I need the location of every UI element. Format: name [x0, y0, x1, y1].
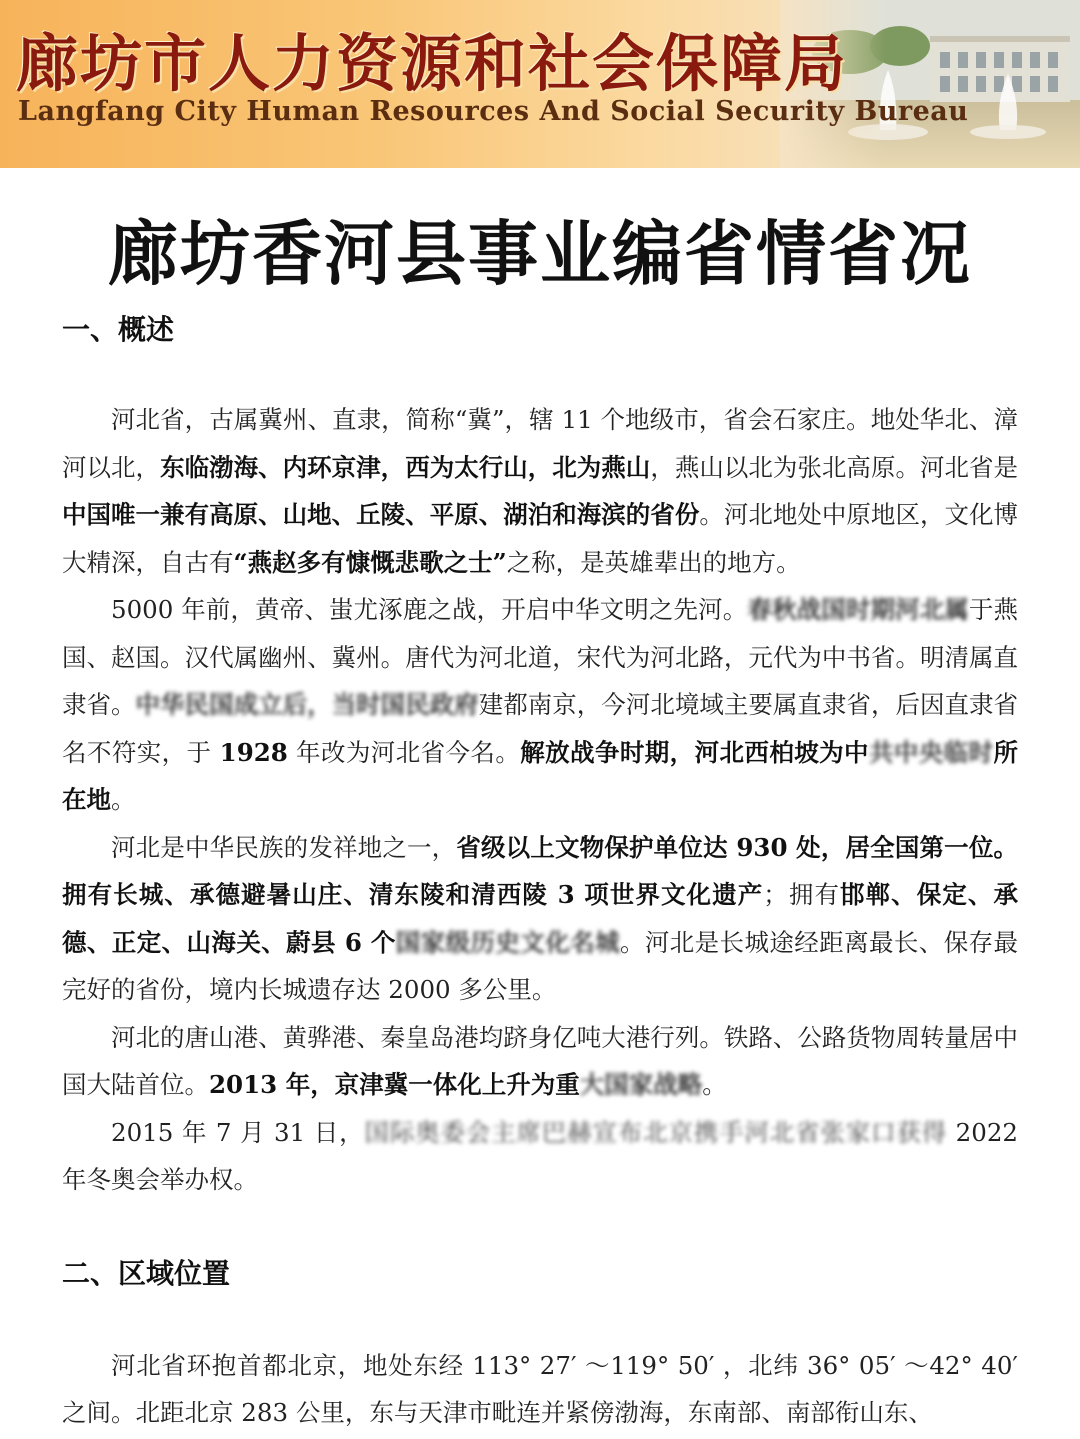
paragraph: [62, 1109, 1018, 1204]
text-run: 年改为河北省今名。: [287, 737, 521, 767]
text-run: 2015 年 7 月 31 日，: [111, 1117, 365, 1147]
paragraph: [62, 1014, 1018, 1109]
text-run: 。河北地处中原地区，文化博大精深，自古有: [62, 500, 1019, 577]
text-run: 河北省，古属冀州、直隶，简称“冀”，辖 11 个地级市，省会石家庄。地处华北、漳河以北，: [62, 405, 1018, 482]
text-run: 河北的唐山港、黄骅港、秦皇岛港均跻身亿吨大港行列。铁路、公路货物周转量居中国大陆首位。: [62, 1022, 1018, 1099]
section-heading-overview: 一、概述: [62, 313, 175, 346]
text-run: 于燕国、赵国。汉代属幽州、冀州。唐代为河北道，宋代为河北路，元代为中书省。明清属直隶省。: [62, 595, 1019, 719]
bureau-name-en: Langfang City Human Resources And Social Security Bureau: [18, 96, 969, 127]
text-run: 。: [111, 785, 136, 814]
text-run-blurred: 国际奥委会主席巴赫宣布北京携手河北省张家口获得: [364, 1117, 948, 1147]
text-run-blurred: 中华民国成立后，当时国民政府: [135, 690, 479, 719]
paragraph: [62, 824, 1018, 1014]
text-run: 。河北是长城途经距离最长、保存最完好的省份，境内长城遗存达 2000 多公里。: [62, 927, 1019, 1004]
text-run: 。: [702, 1070, 727, 1099]
text-run-blurred: 春秋战国时期河北属: [747, 595, 969, 624]
text-run: 2022 年冬奥会举办权。: [62, 1117, 1018, 1194]
text-run: 之称，是英雄辈出的地方。: [506, 547, 801, 577]
text-run: 河北省环抱首都北京，地处东经 113° 27′ ～119° 50′ ，北纬 36° 05′ ～42° 40′ 之间。北距北京 283 公里，东与天津市毗连并紧傍渤海，东南部、南部衔山东、: [62, 1350, 1018, 1427]
text-run-bold: 所在地: [62, 737, 1018, 814]
text-run: ；拥有: [763, 880, 841, 909]
paragraph: [62, 396, 1018, 586]
paragraph: [62, 586, 1018, 824]
text-run-bold: 省级以上文物保护单位达 930 处，居全国第一位。拥有长城、承德避暑山庄、清东陵和清西陵 3 项世界文化遗产: [62, 832, 1019, 909]
text-run-bold: 1928: [219, 737, 288, 767]
text-run-bold: 2013 年，京津冀一体化上升为重: [209, 1070, 580, 1099]
text-run-bold: “燕赵多有慷慨悲歌之士”: [233, 547, 507, 577]
text-run: 河北是中华民族的发祥地之一，: [111, 832, 457, 862]
document-title: 廊坊香河县事业编省情省况: [108, 213, 972, 295]
document-body: [62, 300, 1018, 1437]
text-run: ，燕山以北为张北高原。河北省是: [650, 452, 1019, 482]
text-run-bold: 中国唯一兼有高原、山地、丘陵、平原、湖泊和海滨的省份: [62, 500, 700, 529]
section-heading-location: 二、区域位置: [62, 1256, 231, 1290]
bureau-name-cn: 廊坊市人力资源和社会保障局: [16, 27, 849, 100]
header-banner: [0, 0, 1080, 168]
text-run-blurred: 国家级历史文化名城: [395, 927, 620, 957]
text-run-blurred: 共中央临时: [868, 737, 994, 767]
paragraph: [62, 1342, 1018, 1437]
text-run-bold: 东临渤海、内环京津，西为太行山，北为燕山: [160, 452, 651, 482]
text-run-blurred: 大国家战略: [579, 1070, 703, 1099]
text-run: 5000 年前，黄帝、蚩尤涿鹿之战，开启中华文明之先河。: [111, 595, 748, 624]
text-run-bold: 解放战争时期，河北西柏坡为中: [520, 737, 869, 767]
text-run: 建都南京，今河北境域主要属直隶省，后因直隶省名不符实，于: [62, 690, 1019, 767]
text-run-bold: 邯郸、保定、承德、正定、山海关、蔚县 6 个: [62, 880, 1018, 957]
